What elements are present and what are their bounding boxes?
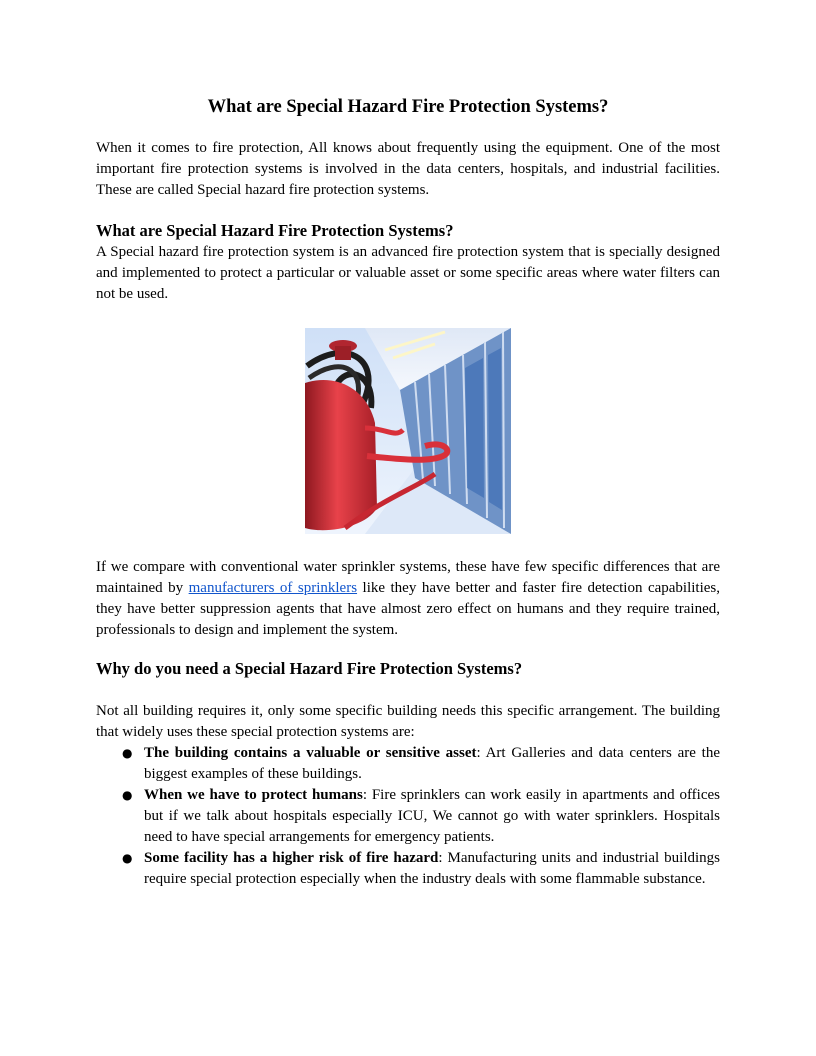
- bullet-icon: ●: [122, 788, 133, 802]
- bullet-icon: ●: [122, 851, 133, 865]
- list-item: [96, 848, 720, 890]
- bullet-bold: The building contains a valuable or sensitive asset: [144, 745, 477, 761]
- manufacturers-link[interactable]: manufacturers of sprinklers: [188, 580, 358, 596]
- section-why-paragraph: Not all building requires it, only some specific building needs this specific arrangement. The building that widely uses these special protection systems are:: [96, 703, 720, 740]
- compare-text-end: like they have better and faster fire detection capabilities, they have better suppression agents that have almost zero effect on humans and they require trained, professionals to design and implement the system.: [96, 580, 720, 638]
- bullet-text: : Manufacturing units and industrial buildings require special protection especially when the industry deals with some flammable substance.: [144, 850, 720, 887]
- bullet-list: [96, 743, 720, 890]
- bullet-bold: When we have to protect humans: [144, 787, 363, 803]
- bullet-icon: ●: [122, 746, 133, 760]
- figure: [96, 328, 720, 534]
- document-title: What are Special Hazard Fire Protection Systems?: [207, 97, 609, 117]
- section-what-paragraph: A Special hazard fire protection system is an advanced fire protection system that is specially designed and implemented to protect a particular or valuable asset or some specific areas where water filters can not be used.: [96, 244, 720, 302]
- spacer: [96, 680, 720, 701]
- bullet-text: : Fire sprinklers can work easily in apartments and offices but if we talk about hospitals especially ICU, We cannot go with water sprinklers. Hospitals need to have special arrangements for emergency patients.: [144, 787, 720, 845]
- intro-paragraph: When it comes to fire protection, All knows about frequently using the equipment. One of the most important fire protection systems is involved in the data centers, hospitals, and industrial facilities. These are called Special hazard fire protection systems.: [96, 140, 720, 198]
- document-body: [96, 94, 720, 890]
- bullet-bold: Some facility has a higher risk of fire hazard: [144, 850, 439, 866]
- bullet-text: : Art Galleries and data centers are the biggest examples of these buildings.: [144, 745, 720, 782]
- compare-paragraph: [96, 557, 720, 641]
- section-heading-why: Why do you need a Special Hazard Fire Protection Systems?: [96, 659, 523, 678]
- list-item: [96, 743, 720, 785]
- compare-text-start: If we compare with conventional water sprinkler systems, these have few specific differences that are maintained by: [96, 559, 720, 596]
- fire-extinguisher-server-room-photo: [305, 328, 511, 534]
- section-heading-what: What are Special Hazard Fire Protection Systems?: [96, 221, 454, 240]
- list-item: [96, 785, 720, 848]
